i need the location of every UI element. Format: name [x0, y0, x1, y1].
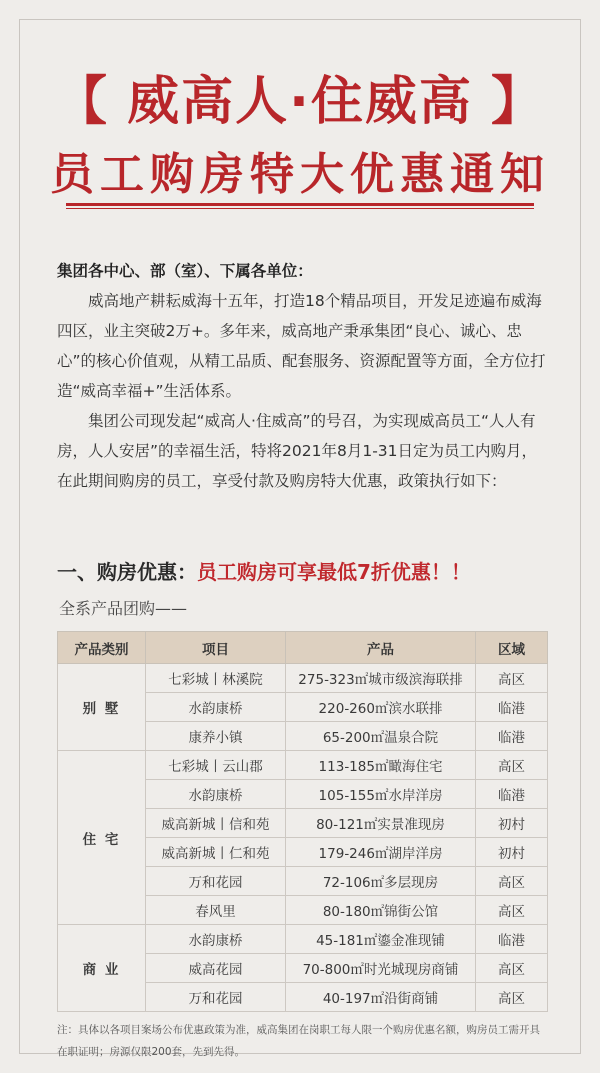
cell-product: 179-246㎡湖岸洋房 — [286, 838, 476, 867]
cell-product: 45-181㎡鎏金准现铺 — [286, 925, 476, 954]
product-table — [57, 631, 548, 1012]
cell-area: 初村 — [476, 809, 548, 838]
cell-product: 80-121㎡实景准现房 — [286, 809, 476, 838]
footnote: 注：具体以各项目案场公布优惠政策为准，威高集团在岗职工每人限一个购房优惠名额，购房员工需开具在职证明；房源仅限200套，先到先得。 — [57, 1024, 540, 1058]
category-residential: 住 宅 — [58, 751, 146, 925]
cell-product: 105-155㎡水岸洋房 — [286, 780, 476, 809]
table-row — [58, 925, 548, 954]
bracket-left: 【 — [55, 72, 110, 132]
section-heading — [57, 557, 557, 587]
section-heading-label: 一、购房优惠： — [57, 560, 197, 584]
category-villa: 别 墅 — [58, 664, 146, 751]
cell-area: 高区 — [476, 751, 548, 780]
cell-project: 威高新城丨仁和苑 — [146, 838, 286, 867]
cell-product: 70-800㎡时光城现房商铺 — [286, 954, 476, 983]
cell-project: 水韵康桥 — [146, 925, 286, 954]
cell-project: 水韵康桥 — [146, 693, 286, 722]
greeting: 集团各中心、部（室）、下属各单位： — [57, 262, 313, 280]
header-area: 区域 — [476, 632, 548, 664]
paragraph-2: 集团公司现发起“威高人·住威高”的号召，为实现威高员工“人人有房，人人安居”的幸福生活，特将2021年8月1-31日定为员工内购月，在此期间购房的员工，享受付款及购房特大优惠，政策执行如下： — [57, 412, 538, 490]
title-divider-thin — [66, 208, 534, 209]
title-block — [0, 72, 600, 200]
cell-product: 72-106㎡多层现房 — [286, 867, 476, 896]
header-product: 产品 — [286, 632, 476, 664]
cell-area: 高区 — [476, 983, 548, 1012]
cell-product: 113-185㎡瞰海住宅 — [286, 751, 476, 780]
cell-project: 七彩城丨林溪院 — [146, 664, 286, 693]
table-row — [58, 664, 548, 693]
notice-body — [57, 256, 547, 496]
cell-project: 万和花园 — [146, 983, 286, 1012]
cell-area: 初村 — [476, 838, 548, 867]
cell-area: 高区 — [476, 954, 548, 983]
cell-project: 威高新城丨信和苑 — [146, 809, 286, 838]
cell-area: 临港 — [476, 722, 548, 751]
cell-project: 水韵康桥 — [146, 780, 286, 809]
main-title — [55, 72, 545, 132]
cell-area: 高区 — [476, 896, 548, 925]
cell-area: 临港 — [476, 780, 548, 809]
table-header-row — [58, 632, 548, 664]
cell-area: 临港 — [476, 925, 548, 954]
cell-project: 威高花园 — [146, 954, 286, 983]
cell-product: 80-180㎡锦街公馆 — [286, 896, 476, 925]
table-row — [58, 751, 548, 780]
cell-product: 40-197㎡沿街商铺 — [286, 983, 476, 1012]
subtitle: 员工购房特大优惠通知 — [50, 149, 550, 200]
cell-area: 高区 — [476, 867, 548, 896]
main-title-text: 威高人·住威高 — [127, 72, 473, 132]
bracket-right: 】 — [490, 72, 545, 132]
cell-product: 220-260㎡滨水联排 — [286, 693, 476, 722]
cell-project: 七彩城丨云山郡 — [146, 751, 286, 780]
category-commercial: 商 业 — [58, 925, 146, 1012]
cell-area: 临港 — [476, 693, 548, 722]
cell-project: 春风里 — [146, 896, 286, 925]
cell-project: 万和花园 — [146, 867, 286, 896]
title-divider — [66, 203, 534, 206]
cell-project: 康养小镇 — [146, 722, 286, 751]
cell-product: 275-323㎡城市级滨海联排 — [286, 664, 476, 693]
paragraph-1: 威高地产耕耘威海十五年，打造18个精品项目，开发足迹遍布威海四区，业主突破2万+。多年来，威高地产秉承集团“良心、诚心、忠心”的核心价值观，从精工品质、配套服务、资源配置等方面，全方位打造“威高幸福+”生活体系。 — [57, 292, 546, 400]
header-project: 项目 — [146, 632, 286, 664]
section-highlight: 员工购房可享最低7折优惠！！ — [197, 560, 471, 584]
cell-area: 高区 — [476, 664, 548, 693]
cell-product: 65-200㎡温泉合院 — [286, 722, 476, 751]
section-subheading: 全系产品团购—— — [59, 599, 188, 618]
header-category: 产品类别 — [58, 632, 146, 664]
